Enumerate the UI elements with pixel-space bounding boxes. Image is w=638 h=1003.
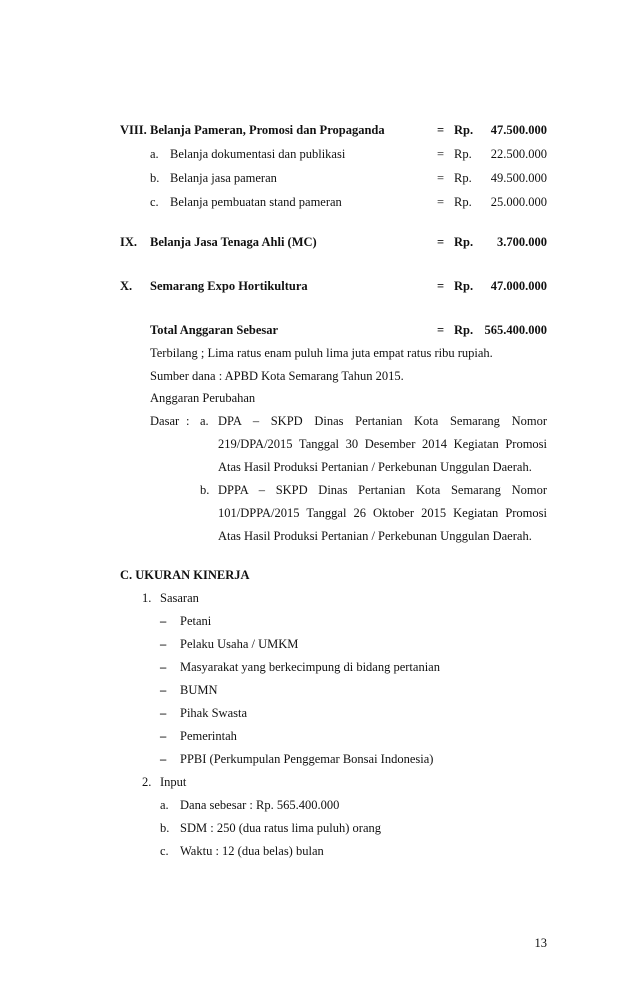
- item-equals: =: [437, 195, 445, 209]
- section-viii-title: Belanja Pameran, Promosi dan Propaganda: [150, 123, 385, 137]
- terbilang-text: Terbilang ; Lima ratus enam puluh lima juta empat ratus ribu rupiah.: [150, 346, 493, 360]
- total-currency: Rp.: [454, 323, 474, 337]
- sasaran-number: 1.: [142, 591, 152, 605]
- sasaran-item: PPBI (Perkumpulan Penggemar Bonsai Indonesia): [180, 752, 434, 766]
- page-number: 13: [534, 936, 547, 950]
- dasar-label: Dasar: [150, 414, 180, 428]
- dasar-b-line-3: Atas Hasil Produksi Pertanian / Perkebunan Unggulan Daerah.: [218, 529, 532, 543]
- sasaran-item: BUMN: [180, 683, 218, 697]
- section-ix-equals: =: [437, 235, 445, 249]
- dasar-a-line-3: Atas Hasil Produksi Pertanian / Perkebunan Unggulan Daerah.: [218, 460, 532, 474]
- dash-bullet: –: [160, 637, 167, 651]
- dash-bullet: –: [160, 660, 167, 674]
- section-x-number: X.: [120, 279, 133, 293]
- sasaran-label: Sasaran: [160, 591, 199, 605]
- item-equals: =: [437, 171, 445, 185]
- item-equals: =: [437, 147, 445, 161]
- total-amount: 565.400.000: [484, 323, 547, 337]
- item-letter: a.: [150, 147, 159, 161]
- sasaran-item: Pihak Swasta: [180, 706, 248, 720]
- section-ix-amount: 3.700.000: [497, 235, 547, 249]
- input-item-letter: c.: [160, 844, 169, 858]
- dasar-a-line-2: 219/DPA/2015 Tanggal 30 Desember 2014 Kegiatan Promosi: [218, 437, 547, 451]
- input-item: SDM : 250 (dua ratus lima puluh) orang: [180, 821, 382, 835]
- item-currency: Rp.: [454, 171, 472, 185]
- dasar-a-line-1: DPA – SKPD Dinas Pertanian Kota Semarang Nomor: [218, 414, 547, 428]
- section-ix-currency: Rp.: [454, 235, 474, 249]
- sasaran-item: Petani: [180, 614, 212, 628]
- dasar-a-letter: a.: [200, 414, 209, 428]
- section-viii-number: VIII.: [120, 123, 147, 137]
- input-item: Dana sebesar : Rp. 565.400.000: [180, 798, 340, 812]
- dash-bullet: –: [160, 729, 167, 743]
- dash-bullet: –: [160, 683, 167, 697]
- section-x-title: Semarang Expo Hortikultura: [150, 279, 308, 293]
- item-text: Belanja pembuatan stand pameran: [170, 195, 342, 209]
- section-c-title: C. UKURAN KINERJA: [120, 568, 250, 582]
- section-viii-currency: Rp.: [454, 123, 474, 137]
- section-x-amount: 47.000.000: [490, 279, 547, 293]
- item-amount: 22.500.000: [490, 147, 547, 161]
- input-number: 2.: [142, 775, 152, 789]
- section-viii-amount: 47.500.000: [490, 123, 547, 137]
- sasaran-item: Pelaku Usaha / UMKM: [180, 637, 299, 651]
- section-viii-equals: =: [437, 123, 445, 137]
- sasaran-item: Masyarakat yang berkecimpung di bidang pertanian: [180, 660, 440, 674]
- dasar-b-letter: b.: [200, 483, 210, 497]
- input-item-letter: b.: [160, 821, 170, 835]
- section-x-equals: =: [437, 279, 445, 293]
- item-currency: Rp.: [454, 195, 472, 209]
- dash-bullet: –: [160, 752, 167, 766]
- item-text: Belanja dokumentasi dan publikasi: [170, 147, 346, 161]
- total-title: Total Anggaran Sebesar: [150, 323, 279, 337]
- input-label: Input: [160, 775, 187, 789]
- item-text: Belanja jasa pameran: [170, 171, 277, 185]
- item-currency: Rp.: [454, 147, 472, 161]
- section-ix-number: IX.: [120, 235, 138, 249]
- item-letter: b.: [150, 171, 160, 185]
- section-ix-title: Belanja Jasa Tenaga Ahli (MC): [150, 235, 317, 249]
- anggaran-perubahan-text: Anggaran Perubahan: [150, 391, 256, 405]
- dasar-b-line-2: 101/DPPA/2015 Tanggal 26 Oktober 2015 Kegiatan Promosi: [218, 506, 547, 520]
- section-x-currency: Rp.: [454, 279, 474, 293]
- item-letter: c.: [150, 195, 159, 209]
- input-item: Waktu : 12 (dua belas) bulan: [180, 844, 324, 858]
- sumber-dana-text: Sumber dana : APBD Kota Semarang Tahun 2015.: [150, 369, 404, 383]
- dasar-b-line-1: DPPA – SKPD Dinas Pertanian Kota Semarang Nomor: [218, 483, 547, 497]
- dash-bullet: –: [160, 706, 167, 720]
- item-amount: 25.000.000: [490, 195, 547, 209]
- dash-bullet: –: [160, 614, 167, 628]
- dasar-colon: :: [186, 414, 190, 428]
- input-item-letter: a.: [160, 798, 169, 812]
- item-amount: 49.500.000: [490, 171, 547, 185]
- total-equals: =: [437, 323, 445, 337]
- sasaran-item: Pemerintah: [180, 729, 237, 743]
